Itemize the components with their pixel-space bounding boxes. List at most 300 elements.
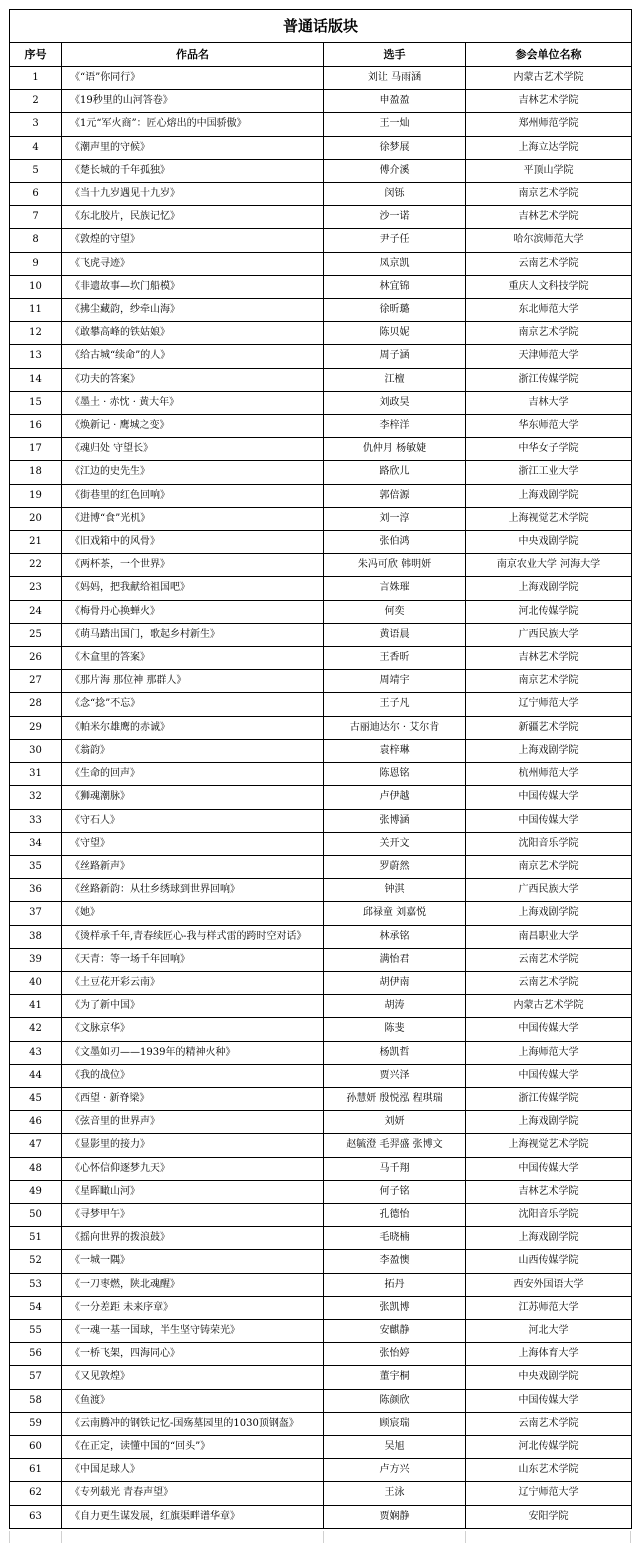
table-row <box>10 554 632 577</box>
row-work-title: 《一桥飞架，四海同心》 <box>62 1343 324 1366</box>
row-work-title: 《念“捻”不忘》 <box>62 693 324 716</box>
row-index: 23 <box>10 577 62 600</box>
row-index: 33 <box>10 809 62 832</box>
table-row <box>10 1273 632 1296</box>
row-player: 陈颜欣 <box>324 1389 466 1412</box>
table-row <box>10 1041 632 1064</box>
row-index: 52 <box>10 1250 62 1273</box>
row-index: 14 <box>10 368 62 391</box>
row-unit: 中华女子学院 <box>466 438 632 461</box>
row-index: 21 <box>10 531 62 554</box>
row-player: 董宇桐 <box>324 1366 466 1389</box>
row-index: 43 <box>10 1041 62 1064</box>
table-row <box>10 531 632 554</box>
row-work-title: 《进博“食”光机》 <box>62 507 324 530</box>
row-index: 3 <box>10 113 62 136</box>
table-body <box>10 67 632 1529</box>
row-unit: 云南艺术学院 <box>466 252 632 275</box>
table-row <box>10 1482 632 1505</box>
row-player: 陈斐 <box>324 1018 466 1041</box>
row-unit: 南京农业大学 河海大学 <box>466 554 632 577</box>
row-unit: 南京艺术学院 <box>466 183 632 206</box>
table-row <box>10 90 632 113</box>
row-player: 吴旭 <box>324 1435 466 1458</box>
row-work-title: 《帕米尔雄鹰的赤诚》 <box>62 716 324 739</box>
row-unit: 中国传媒大学 <box>466 1064 632 1087</box>
row-work-title: 《她》 <box>62 902 324 925</box>
row-unit: 中国传媒大学 <box>466 786 632 809</box>
row-unit: 重庆人文科技学院 <box>466 275 632 298</box>
row-work-title: 《生命的回声》 <box>62 763 324 786</box>
table-row <box>10 1296 632 1319</box>
table-row <box>10 971 632 994</box>
row-player: 沙一诺 <box>324 206 466 229</box>
row-unit: 吉林艺术学院 <box>466 90 632 113</box>
table-title: 普通话版块 <box>10 10 632 43</box>
row-index: 55 <box>10 1319 62 1342</box>
row-unit: 中国传媒大学 <box>466 1018 632 1041</box>
row-index: 19 <box>10 484 62 507</box>
row-unit: 天津师范大学 <box>466 345 632 368</box>
row-unit: 吉林大学 <box>466 391 632 414</box>
table-row <box>10 670 632 693</box>
row-index: 16 <box>10 415 62 438</box>
row-player: 顾宸瑞 <box>324 1412 466 1435</box>
gridline <box>61 1531 62 1543</box>
row-work-title: 《江边的史先生》 <box>62 461 324 484</box>
row-work-title: 《丝路新韵：从壮乡绣球到世界回响》 <box>62 879 324 902</box>
table-row <box>10 159 632 182</box>
table-row <box>10 1505 632 1528</box>
row-player: 林承铭 <box>324 925 466 948</box>
row-player: 卢伊越 <box>324 786 466 809</box>
row-player: 仇仲月 杨敏婕 <box>324 438 466 461</box>
row-player: 申盈盈 <box>324 90 466 113</box>
row-player: 毛晓楠 <box>324 1227 466 1250</box>
row-index: 45 <box>10 1087 62 1110</box>
row-unit: 中国传媒大学 <box>466 1157 632 1180</box>
row-work-title: 《中国足球人》 <box>62 1459 324 1482</box>
row-index: 51 <box>10 1227 62 1250</box>
row-player: 王香昕 <box>324 647 466 670</box>
row-unit: 上海戏剧学院 <box>466 902 632 925</box>
row-player: 拓丹 <box>324 1273 466 1296</box>
row-work-title: 《潮声里的守候》 <box>62 136 324 159</box>
table-row <box>10 1250 632 1273</box>
row-player: 李盈懊 <box>324 1250 466 1273</box>
row-work-title: 《寻梦甲午》 <box>62 1203 324 1226</box>
row-index: 1 <box>10 67 62 90</box>
row-unit: 中央戏剧学院 <box>466 1366 632 1389</box>
table-row <box>10 368 632 391</box>
row-index: 12 <box>10 322 62 345</box>
table-row <box>10 507 632 530</box>
table-row <box>10 855 632 878</box>
row-unit: 广西民族大学 <box>466 623 632 646</box>
table-row <box>10 461 632 484</box>
row-index: 6 <box>10 183 62 206</box>
row-index: 44 <box>10 1064 62 1087</box>
row-unit: 云南艺术学院 <box>466 1412 632 1435</box>
row-work-title: 《守望》 <box>62 832 324 855</box>
row-unit: 平顶山学院 <box>466 159 632 182</box>
row-work-title: 《一刀枣燃，陕北魂醒》 <box>62 1273 324 1296</box>
row-player: 张伯鸿 <box>324 531 466 554</box>
row-player: 刘一淳 <box>324 507 466 530</box>
row-work-title: 《旧戏箱中的风骨》 <box>62 531 324 554</box>
row-unit: 南京艺术学院 <box>466 670 632 693</box>
row-player: 傅介溪 <box>324 159 466 182</box>
row-index: 40 <box>10 971 62 994</box>
gridline <box>630 1531 631 1543</box>
row-index: 53 <box>10 1273 62 1296</box>
row-work-title: 《摇向世界的拨浪鼓》 <box>62 1227 324 1250</box>
row-player: 何子铭 <box>324 1180 466 1203</box>
gridline <box>465 1531 466 1543</box>
row-unit: 浙江传媒学院 <box>466 1087 632 1110</box>
row-player: 徐梦展 <box>324 136 466 159</box>
row-unit: 吉林艺术学院 <box>466 1180 632 1203</box>
table-row <box>10 322 632 345</box>
row-unit: 中国传媒大学 <box>466 1389 632 1412</box>
table-row <box>10 577 632 600</box>
row-index: 30 <box>10 739 62 762</box>
table-row <box>10 739 632 762</box>
row-index: 47 <box>10 1134 62 1157</box>
table-row <box>10 1459 632 1482</box>
row-player: 江檀 <box>324 368 466 391</box>
table-row <box>10 183 632 206</box>
row-work-title: 《焕新记 · 鹰城之变》 <box>62 415 324 438</box>
row-index: 59 <box>10 1412 62 1435</box>
table-row <box>10 136 632 159</box>
table-row <box>10 1227 632 1250</box>
row-index: 36 <box>10 879 62 902</box>
row-work-title: 《我的战位》 <box>62 1064 324 1087</box>
header-index: 序号 <box>10 43 62 67</box>
row-index: 41 <box>10 995 62 1018</box>
row-index: 34 <box>10 832 62 855</box>
row-player: 关开文 <box>324 832 466 855</box>
row-index: 35 <box>10 855 62 878</box>
row-index: 39 <box>10 948 62 971</box>
row-work-title: 《丝路新声》 <box>62 855 324 878</box>
row-index: 42 <box>10 1018 62 1041</box>
row-index: 27 <box>10 670 62 693</box>
row-work-title: 《翁韵》 <box>62 739 324 762</box>
row-player: 马千翔 <box>324 1157 466 1180</box>
table-row <box>10 763 632 786</box>
row-player: 张凯博 <box>324 1296 466 1319</box>
row-player: 安麒静 <box>324 1319 466 1342</box>
row-work-title: 《1元“军火商”：匠心熔出的中国骄傲》 <box>62 113 324 136</box>
row-player: 郭倍源 <box>324 484 466 507</box>
row-unit: 新疆艺术学院 <box>466 716 632 739</box>
row-work-title: 《敢攀高峰的铁姑娘》 <box>62 322 324 345</box>
row-player: 周子涵 <box>324 345 466 368</box>
row-index: 61 <box>10 1459 62 1482</box>
row-work-title: 《弦音里的世界声》 <box>62 1111 324 1134</box>
row-work-title: 《妈妈，把我献给祖国吧》 <box>62 577 324 600</box>
row-index: 48 <box>10 1157 62 1180</box>
spreadsheet <box>9 9 631 1529</box>
row-work-title: 《文墨如刃——1939年的精神火种》 <box>62 1041 324 1064</box>
table-row <box>10 1366 632 1389</box>
table-row <box>10 925 632 948</box>
row-player: 满怡君 <box>324 948 466 971</box>
row-work-title: 《云南腾冲的钢铁记忆-国殇墓园里的1030顶钢盔》 <box>62 1412 324 1435</box>
row-player: 孙慧妍 殷悦泓 程琪瑞 <box>324 1087 466 1110</box>
row-unit: 上海立达学院 <box>466 136 632 159</box>
row-player: 张博涵 <box>324 809 466 832</box>
row-work-title: 《显影里的接力》 <box>62 1134 324 1157</box>
row-unit: 河北传媒学院 <box>466 1435 632 1458</box>
row-index: 5 <box>10 159 62 182</box>
row-player: 陈恩铭 <box>324 763 466 786</box>
row-work-title: 《守石人》 <box>62 809 324 832</box>
row-work-title: 《东北胶片，民族记忆》 <box>62 206 324 229</box>
header-player: 选手 <box>324 43 466 67</box>
row-work-title: 《萌马踏出国门，歌起乡村新生》 <box>62 623 324 646</box>
table-row <box>10 1157 632 1180</box>
row-unit: 广西民族大学 <box>466 879 632 902</box>
table-row <box>10 67 632 90</box>
row-unit: 浙江工业大学 <box>466 461 632 484</box>
header-work: 作品名 <box>62 43 324 67</box>
table-row <box>10 1018 632 1041</box>
row-player: 刘让 马雨涵 <box>324 67 466 90</box>
table-row <box>10 1134 632 1157</box>
table-row <box>10 275 632 298</box>
row-index: 56 <box>10 1343 62 1366</box>
table-row <box>10 832 632 855</box>
row-unit: 内蒙古艺术学院 <box>466 67 632 90</box>
row-unit: 河北大学 <box>466 1319 632 1342</box>
row-work-title: 《一分差距 未来序章》 <box>62 1296 324 1319</box>
table-row <box>10 1319 632 1342</box>
row-unit: 辽宁师范大学 <box>466 693 632 716</box>
row-player: 卢方兴 <box>324 1459 466 1482</box>
row-player: 杨凯哲 <box>324 1041 466 1064</box>
row-player: 黄语晨 <box>324 623 466 646</box>
row-unit: 东北师范大学 <box>466 299 632 322</box>
row-index: 50 <box>10 1203 62 1226</box>
row-unit: 上海体育大学 <box>466 1343 632 1366</box>
row-work-title: 《星晖瞰山河》 <box>62 1180 324 1203</box>
row-work-title: 《鱼渡》 <box>62 1389 324 1412</box>
table-row <box>10 252 632 275</box>
row-work-title: 《木盒里的答案》 <box>62 647 324 670</box>
row-work-title: 《非遗故事—坎门船模》 <box>62 275 324 298</box>
row-index: 10 <box>10 275 62 298</box>
row-index: 18 <box>10 461 62 484</box>
table-row <box>10 623 632 646</box>
row-player: 李梓洋 <box>324 415 466 438</box>
table-row <box>10 299 632 322</box>
row-index: 38 <box>10 925 62 948</box>
row-player: 闵铄 <box>324 183 466 206</box>
row-work-title: 《土豆花开彩云南》 <box>62 971 324 994</box>
row-work-title: 《文脉京华》 <box>62 1018 324 1041</box>
row-player: 徐昕璐 <box>324 299 466 322</box>
row-unit: 吉林艺术学院 <box>466 206 632 229</box>
row-work-title: 《烫样承千年,青春续匠心-我与样式雷的跨时空对话》 <box>62 925 324 948</box>
table-row <box>10 345 632 368</box>
row-player: 钟淇 <box>324 879 466 902</box>
row-unit: 上海戏剧学院 <box>466 1227 632 1250</box>
table-row <box>10 229 632 252</box>
row-index: 28 <box>10 693 62 716</box>
row-unit: 上海戏剧学院 <box>466 577 632 600</box>
row-unit: 上海戏剧学院 <box>466 1111 632 1134</box>
row-index: 9 <box>10 252 62 275</box>
row-player: 王子凡 <box>324 693 466 716</box>
row-index: 20 <box>10 507 62 530</box>
row-work-title: 《梅骨丹心换蝉火》 <box>62 600 324 623</box>
row-player: 王泳 <box>324 1482 466 1505</box>
row-index: 7 <box>10 206 62 229</box>
table-row <box>10 415 632 438</box>
row-index: 54 <box>10 1296 62 1319</box>
table-row <box>10 438 632 461</box>
row-player: 朱冯可欣 韩明妍 <box>324 554 466 577</box>
row-work-title: 《自力更生谋发展，红旗渠畔谱华章》 <box>62 1505 324 1528</box>
row-work-title: 《飞虎寻迹》 <box>62 252 324 275</box>
row-work-title: 《魂归处 守望长》 <box>62 438 324 461</box>
row-player: 袁梓琳 <box>324 739 466 762</box>
row-work-title: 《心怀信仰逐梦九天》 <box>62 1157 324 1180</box>
row-work-title: 《一魂一基一国球，半生坚守铸荣光》 <box>62 1319 324 1342</box>
table-row <box>10 1087 632 1110</box>
row-index: 31 <box>10 763 62 786</box>
row-work-title: 《那片海 那位神 那群人》 <box>62 670 324 693</box>
row-work-title: 《为了新中国》 <box>62 995 324 1018</box>
row-work-title: 《楚长城的千年孤独》 <box>62 159 324 182</box>
table-row <box>10 391 632 414</box>
row-index: 22 <box>10 554 62 577</box>
row-player: 贾娴静 <box>324 1505 466 1528</box>
row-unit: 吉林艺术学院 <box>466 647 632 670</box>
row-unit: 上海视觉艺术学院 <box>466 1134 632 1157</box>
row-work-title: 《拂尘藏韵，纱牵山海》 <box>62 299 324 322</box>
row-unit: 南京艺术学院 <box>466 855 632 878</box>
row-player: 刘政昊 <box>324 391 466 414</box>
row-unit: 内蒙古艺术学院 <box>466 995 632 1018</box>
row-work-title: 《当十九岁遇见十九岁》 <box>62 183 324 206</box>
table-row <box>10 600 632 623</box>
table-row <box>10 1412 632 1435</box>
row-index: 24 <box>10 600 62 623</box>
row-player: 凤京凯 <box>324 252 466 275</box>
row-index: 63 <box>10 1505 62 1528</box>
table-row <box>10 1203 632 1226</box>
row-index: 29 <box>10 716 62 739</box>
row-work-title: 《一城一隅》 <box>62 1250 324 1273</box>
row-player: 邱禄童 刘嘉悦 <box>324 902 466 925</box>
row-work-title: 《西望 · 新脊梁》 <box>62 1087 324 1110</box>
row-index: 8 <box>10 229 62 252</box>
row-unit: 云南艺术学院 <box>466 971 632 994</box>
row-unit: 郑州师范学院 <box>466 113 632 136</box>
row-work-title: 《又见敦煌》 <box>62 1366 324 1389</box>
row-unit: 上海视觉艺术学院 <box>466 507 632 530</box>
table-row <box>10 206 632 229</box>
table-row <box>10 1343 632 1366</box>
row-work-title: 《专列载光 青春声望》 <box>62 1482 324 1505</box>
row-work-title: 《街巷里的红色回响》 <box>62 484 324 507</box>
row-index: 32 <box>10 786 62 809</box>
row-index: 46 <box>10 1111 62 1134</box>
row-player: 古丽迪达尔 · 艾尔肯 <box>324 716 466 739</box>
table-row <box>10 484 632 507</box>
row-unit: 山西传媒学院 <box>466 1250 632 1273</box>
row-unit: 山东艺术学院 <box>466 1459 632 1482</box>
table-row <box>10 809 632 832</box>
row-work-title: 《天青：等一场千年回响》 <box>62 948 324 971</box>
table-row <box>10 902 632 925</box>
table-row <box>10 948 632 971</box>
row-index: 17 <box>10 438 62 461</box>
table-row <box>10 1111 632 1134</box>
table-row <box>10 1180 632 1203</box>
table-row <box>10 1389 632 1412</box>
row-index: 37 <box>10 902 62 925</box>
gridline <box>323 1531 324 1543</box>
row-unit: 西安外国语大学 <box>466 1273 632 1296</box>
row-player: 刘妍 <box>324 1111 466 1134</box>
row-player: 何奕 <box>324 600 466 623</box>
row-work-title: 《“语”你同行》 <box>62 67 324 90</box>
row-player: 胡伊南 <box>324 971 466 994</box>
row-unit: 哈尔滨师范大学 <box>466 229 632 252</box>
table-row <box>10 879 632 902</box>
row-unit: 杭州师范大学 <box>466 763 632 786</box>
row-unit: 安阳学院 <box>466 1505 632 1528</box>
row-work-title: 《墨土 · 赤忱 · 黄大年》 <box>62 391 324 414</box>
table-row <box>10 113 632 136</box>
row-player: 贾兴泽 <box>324 1064 466 1087</box>
row-index: 60 <box>10 1435 62 1458</box>
table-row <box>10 1064 632 1087</box>
row-index: 62 <box>10 1482 62 1505</box>
row-work-title: 《两杯茶，一个世界》 <box>62 554 324 577</box>
gridline <box>9 1531 10 1543</box>
row-index: 2 <box>10 90 62 113</box>
row-work-title: 《狮魂潮脉》 <box>62 786 324 809</box>
table-row <box>10 1435 632 1458</box>
row-unit: 上海戏剧学院 <box>466 739 632 762</box>
row-unit: 华东师范大学 <box>466 415 632 438</box>
row-work-title: 《功夫的答案》 <box>62 368 324 391</box>
row-player: 陈贝妮 <box>324 322 466 345</box>
row-unit: 河北传媒学院 <box>466 600 632 623</box>
row-player: 路欣儿 <box>324 461 466 484</box>
row-player: 胡涛 <box>324 995 466 1018</box>
row-unit: 江苏师范大学 <box>466 1296 632 1319</box>
row-unit: 南昌职业大学 <box>466 925 632 948</box>
header-unit: 参会单位名称 <box>466 43 632 67</box>
table-row <box>10 786 632 809</box>
row-player: 王一灿 <box>324 113 466 136</box>
row-work-title: 《在正定，读懂中国的“回头”》 <box>62 1435 324 1458</box>
row-unit: 南京艺术学院 <box>466 322 632 345</box>
row-player: 林宜锦 <box>324 275 466 298</box>
row-index: 4 <box>10 136 62 159</box>
row-unit: 上海戏剧学院 <box>466 484 632 507</box>
row-unit: 辽宁师范大学 <box>466 1482 632 1505</box>
row-index: 11 <box>10 299 62 322</box>
row-index: 15 <box>10 391 62 414</box>
